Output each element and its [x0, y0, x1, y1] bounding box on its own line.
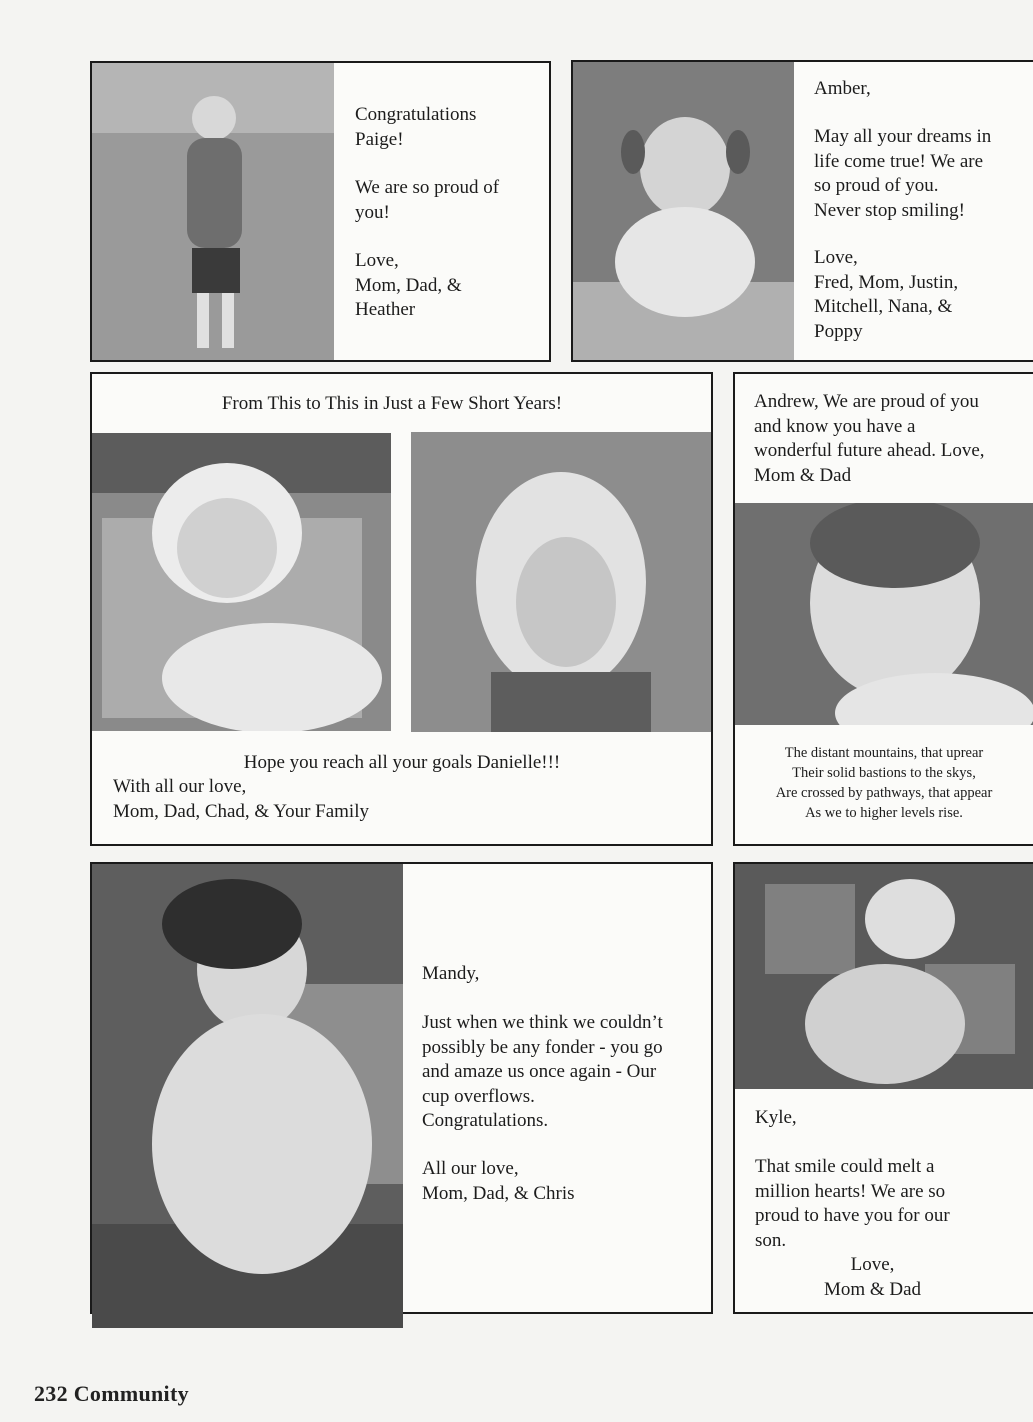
andrew-poem: The distant mountains, that uprear Their solid bastions to the skys, Are crossed by pathways, that appear As we to higher levels rise.	[775, 745, 993, 821]
danielle-signoff: With all our love, Mom, Dad, Chad, & Your Family	[113, 776, 369, 822]
amber-signoff: Love, Fred, Mom, Justin, Mitchell, Nana, & Poppy	[814, 247, 959, 342]
danielle-headline: From This to This in Just a Few Short Years!	[221, 393, 563, 414]
mandy-message: Just when we think we couldn’t possibly be any fonder - you go and amaze us once again - Our cup overflows. Congratulations.	[422, 1012, 663, 1131]
page-footer	[34, 1381, 189, 1407]
paige-signoff: Love, Mom, Dad, & Heather	[355, 250, 462, 320]
photo-kyle	[735, 864, 1033, 1089]
danielle-message: Hope you reach all your goals Danielle!!!	[243, 752, 561, 773]
photo-paige	[92, 63, 334, 360]
andrew-message: Andrew, We are proud of you and know you have a wonderful future ahead. Love, Mom & Dad	[754, 391, 985, 486]
mandy-signoff: All our love, Mom, Dad, & Chris	[422, 1158, 575, 1204]
kyle-message: That smile could melt a million hearts! We are so proud to have you for our son.	[755, 1156, 950, 1251]
photo-danielle-senior	[411, 432, 711, 732]
photo-andrew	[735, 503, 1033, 725]
photo-mandy	[92, 864, 403, 1328]
photo-amber	[573, 62, 794, 360]
photo-danielle-baby	[92, 433, 391, 731]
kyle-signoff: Love, Mom & Dad	[823, 1254, 922, 1300]
section-title: Community	[73, 1381, 189, 1406]
page-number: 232	[34, 1381, 68, 1406]
amber-message: May all your dreams in life come true! We are so proud of you. Never stop smiling!	[814, 126, 992, 221]
mandy-greeting: Mandy,	[422, 963, 480, 984]
kyle-greeting: Kyle,	[755, 1107, 797, 1128]
paige-message: We are so proud of you!	[355, 177, 500, 223]
amber-greeting: Amber,	[814, 78, 871, 99]
paige-greeting: Congratulations Paige!	[355, 104, 477, 150]
